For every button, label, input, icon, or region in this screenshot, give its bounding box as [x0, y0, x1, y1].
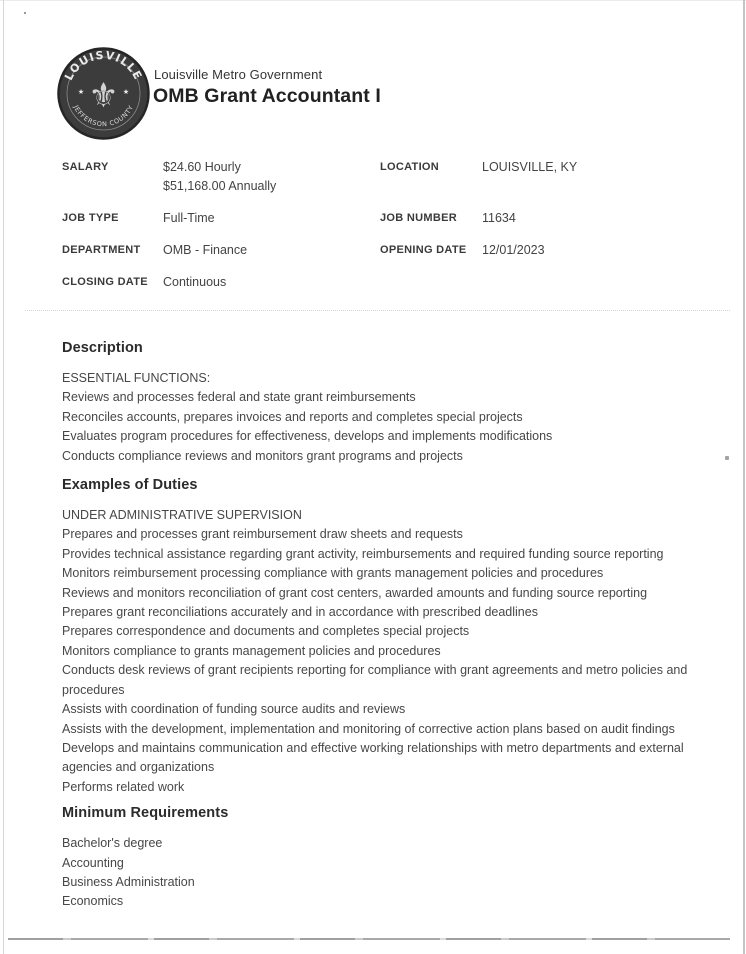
body-line: UNDER ADMINISTRATIVE SUPERVISION: [62, 508, 302, 523]
meta-value: [482, 209, 702, 228]
seal-top-text: LOUISVILLE: [62, 48, 145, 83]
section-heading: Description: [62, 340, 143, 356]
body-line: Reconciles accounts, prepares invoices and reports and completes special projects: [62, 409, 523, 424]
job-section: [62, 805, 704, 912]
scan-speck: [24, 12, 26, 14]
body-line: Business Administration: [62, 874, 195, 889]
section-divider: [25, 310, 730, 311]
meta-value-line: $51,168.00 Annually: [163, 179, 277, 193]
job-section: [62, 340, 704, 466]
meta-value: [163, 209, 380, 228]
meta-label: OPENING DATE: [380, 244, 467, 256]
job-sections: [62, 340, 704, 912]
job-section: [62, 477, 704, 797]
body-line: Assists with the development, implementation and monitoring of corrective action plans based on audit findings: [62, 721, 675, 736]
meta-value: [482, 158, 702, 177]
job-meta-grid: [62, 158, 702, 292]
seal-star-left-icon: ★: [77, 88, 85, 96]
body-line: Accounting: [62, 855, 124, 870]
meta-label: JOB TYPE: [62, 212, 119, 224]
body-line: Conducts desk reviews of grant recipients reporting for compliance with grant agreements and metro policies and procedures: [62, 663, 688, 697]
meta-value: [163, 158, 380, 196]
body-line: Assists with coordination of funding source audits and reviews: [62, 702, 406, 717]
meta-label: JOB NUMBER: [380, 212, 457, 224]
body-line: Evaluates program procedures for effectiveness, develops and implements modifications: [62, 429, 553, 444]
scan-bottom-line: [8, 938, 730, 940]
body-line: Monitors compliance to grants management policies and procedures: [62, 643, 441, 658]
scan-speck: [725, 456, 729, 460]
meta-value-line: Full-Time: [163, 211, 215, 225]
body-line: Economics: [62, 894, 124, 909]
meta-label: DEPARTMENT: [62, 244, 141, 256]
meta-value-line: $24.60 Hourly: [163, 160, 241, 174]
body-line: Bachelor's degree: [62, 836, 163, 851]
seal-star-right-icon: ★: [122, 88, 130, 96]
page-title: OMB Grant Accountant I: [153, 85, 381, 107]
louisville-seal-logo: [57, 47, 150, 140]
agency-name: Louisville Metro Government: [154, 67, 323, 82]
meta-value: [163, 241, 380, 260]
meta-value-line: 11634: [482, 211, 516, 225]
body-line: Conducts compliance reviews and monitors grant programs and projects: [62, 448, 463, 463]
meta-label: SALARY: [62, 161, 109, 173]
body-line: Prepares correspondence and documents and completes special projects: [62, 624, 470, 639]
section-heading: Minimum Requirements: [62, 805, 229, 822]
body-line: Reviews and monitors reconciliation of grant cost centers, awarded amounts and funding source reporting: [62, 585, 648, 600]
body-line: ESSENTIAL FUNCTIONS:: [62, 371, 211, 385]
body-line: Prepares and processes grant reimbursement draw sheets and requests: [62, 527, 463, 542]
body-line: Develops and maintains communication and effective working relationships with metro departments and external agencies and organizations: [62, 740, 684, 775]
meta-value: [482, 241, 702, 260]
scan-right-edge: [743, 0, 745, 954]
body-line: Provides technical assistance regarding grant activity, reimbursements and required funding source reporting: [62, 546, 664, 561]
meta-value-line: OMB - Finance: [163, 243, 248, 257]
body-line: Reviews and processes federal and state grant reimbursements: [62, 390, 416, 405]
meta-value-line: LOUISVILLE, KY: [482, 160, 578, 174]
section-heading: Examples of Duties: [62, 477, 198, 494]
body-line: Performs related work: [62, 779, 185, 794]
body-line: Monitors reimbursement processing compliance with grants management policies and procedures: [62, 566, 604, 581]
scan-top-edge: [0, 0, 746, 1]
meta-label: CLOSING DATE: [62, 276, 148, 288]
scan-left-edge: [3, 0, 4, 954]
meta-value-line: Continuous: [163, 275, 227, 289]
meta-value: [163, 273, 380, 292]
body-line: Prepares grant reconciliations accurately and in accordance with prescribed deadlines: [62, 605, 538, 620]
seal-bottom-text: JEFFERSON COUNTY: [71, 103, 136, 129]
meta-value-line: 12/01/2023: [482, 243, 545, 257]
fleur-de-lis-icon: ⚜: [88, 76, 119, 116]
meta-label: LOCATION: [380, 161, 440, 173]
